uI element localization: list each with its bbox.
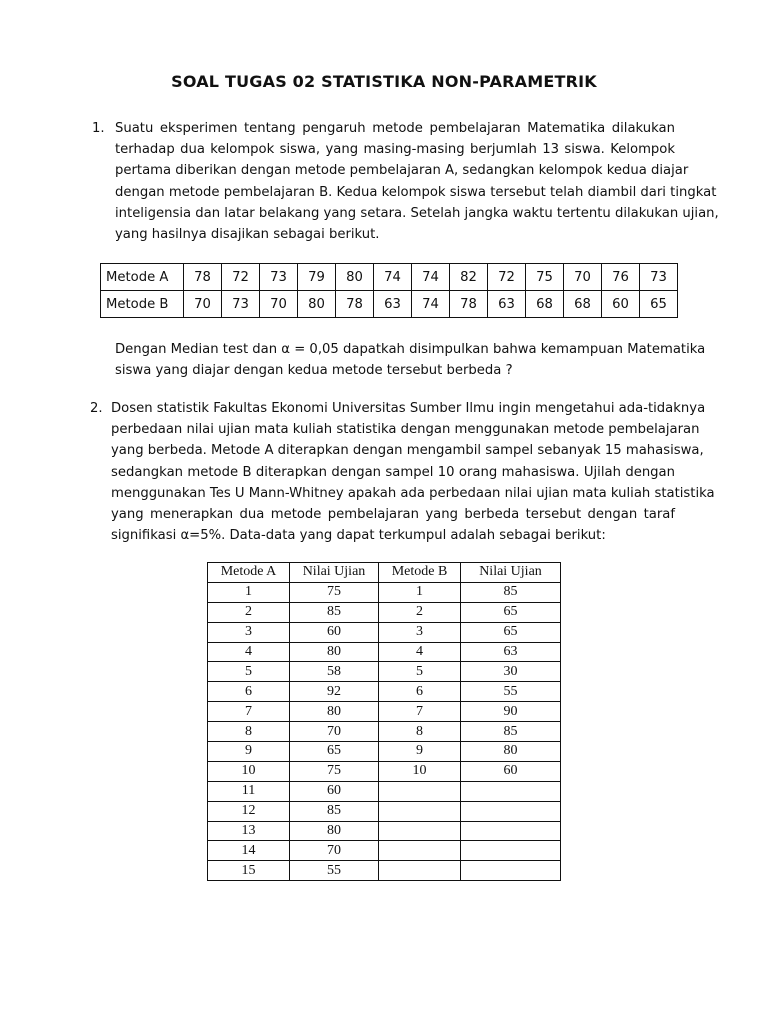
metode-comparison-table — [100, 263, 678, 318]
question-1-line: yang hasilnya disajikan sebagai berikut. — [115, 227, 380, 243]
table-cell: 60 — [461, 761, 561, 781]
table-cell: 78 — [450, 291, 488, 318]
table-cell: 82 — [450, 264, 488, 291]
table-cell: 68 — [526, 291, 564, 318]
table-cell: 4 — [208, 642, 290, 662]
table-cell: 15 — [208, 861, 290, 881]
table-cell: 63 — [488, 291, 526, 318]
table-cell: 80 — [290, 642, 379, 662]
table-row — [208, 742, 561, 762]
table-cell: 85 — [290, 801, 379, 821]
question-2-line: sedangkan metode B diterapkan dengan sampel 10 orang mahasiswa. Ujilah dengan — [111, 464, 675, 480]
table-row — [101, 264, 678, 291]
table-cell: 1 — [379, 582, 461, 602]
table-cell: 13 — [208, 821, 290, 841]
question-2-line: signifikasi α=5%. Data-data yang dapat terkumpul adalah sebagai berikut: — [111, 528, 606, 544]
table-cell: 9 — [208, 742, 290, 762]
table-cell: 2 — [379, 602, 461, 622]
question-1 — [92, 118, 719, 245]
table-cell: 85 — [461, 722, 561, 742]
table-row — [101, 291, 678, 318]
table-cell: 80 — [336, 264, 374, 291]
table-cell: 12 — [208, 801, 290, 821]
question-1-line: inteligensia dan latar belakang yang setara. Setelah jangka waktu tertentu dilakukan ujian, — [115, 205, 719, 221]
table-cell: 68 — [564, 291, 602, 318]
table-cell: 75 — [526, 264, 564, 291]
question-1-line: Suatu eksperimen tentang pengaruh metode pembelajaran Matematika dilakukan — [115, 121, 675, 136]
table-cell — [461, 841, 561, 861]
table-cell: 55 — [290, 861, 379, 881]
question-1-prompt-line: siswa yang diajar dengan kedua metode tersebut berbeda ? — [115, 363, 513, 379]
table-cell — [379, 841, 461, 861]
question-1-prompt-line: Dengan Median test dan α = 0,05 dapatkah disimpulkan bahwa kemampuan Matematika — [115, 342, 706, 357]
table-cell: 14 — [208, 841, 290, 861]
table-header-cell: Metode B — [379, 563, 461, 583]
table-row — [208, 702, 561, 722]
row-label: Metode B — [101, 291, 184, 318]
table-cell: 8 — [208, 722, 290, 742]
table-cell: 90 — [461, 702, 561, 722]
table-cell: 58 — [290, 662, 379, 682]
table-row — [208, 682, 561, 702]
question-1-number: 1. — [92, 121, 105, 136]
row-label: Metode A — [101, 264, 184, 291]
table-row — [208, 722, 561, 742]
table-cell: 80 — [290, 821, 379, 841]
table-cell — [379, 861, 461, 881]
table-cell: 78 — [336, 291, 374, 318]
table-cell: 5 — [208, 662, 290, 682]
table-cell: 85 — [290, 602, 379, 622]
table-cell: 74 — [374, 264, 412, 291]
table-cell: 3 — [379, 622, 461, 642]
table-cell: 7 — [379, 702, 461, 722]
table-cell: 9 — [379, 742, 461, 762]
table-row — [208, 841, 561, 861]
table-cell: 65 — [461, 622, 561, 642]
question-2-line: yang menerapkan dua metode pembelajaran yang berbeda tersebut dengan taraf — [111, 507, 675, 523]
table-cell: 73 — [222, 291, 260, 318]
table-cell: 85 — [461, 582, 561, 602]
table-cell: 65 — [640, 291, 678, 318]
table-row — [208, 861, 561, 881]
question-2-line: yang berbeda. Metode A diterapkan dengan mengambil sampel sebanyak 15 mahasiswa, — [111, 443, 704, 459]
table-cell: 80 — [298, 291, 336, 318]
table-cell: 2 — [208, 602, 290, 622]
table-cell: 65 — [290, 742, 379, 762]
question-1-line: dengan metode pembelajaran B. Kedua kelompok siswa tersebut telah diambil dari tingkat — [115, 184, 717, 200]
table-cell: 63 — [461, 642, 561, 662]
table-cell: 78 — [184, 264, 222, 291]
table-cell: 10 — [379, 761, 461, 781]
table-header-row — [208, 563, 561, 583]
table-cell: 74 — [412, 291, 450, 318]
table-cell: 73 — [640, 264, 678, 291]
table-cell: 74 — [412, 264, 450, 291]
table-cell: 70 — [260, 291, 298, 318]
table-cell: 70 — [564, 264, 602, 291]
table-cell: 30 — [461, 662, 561, 682]
table-row — [208, 582, 561, 602]
table-cell: 1 — [208, 582, 290, 602]
table-cell: 72 — [222, 264, 260, 291]
table-row — [208, 622, 561, 642]
table-cell — [461, 821, 561, 841]
table-cell: 70 — [290, 722, 379, 742]
table-cell: 70 — [184, 291, 222, 318]
table-cell: 72 — [488, 264, 526, 291]
table-row — [208, 801, 561, 821]
table-cell: 75 — [290, 582, 379, 602]
question-2-number: 2. — [90, 401, 103, 416]
table-header-cell: Nilai Ujian — [461, 563, 561, 583]
table-cell: 76 — [602, 264, 640, 291]
question-1-line: terhadap dua kelompok siswa, yang masing-masing berjumlah 13 siswa. Kelompok — [115, 142, 675, 158]
question-1-prompt — [115, 339, 706, 381]
mann-whitney-data-table — [207, 562, 561, 881]
table-cell: 79 — [298, 264, 336, 291]
table-cell — [379, 801, 461, 821]
table-row — [208, 642, 561, 662]
table-cell — [461, 801, 561, 821]
table-cell: 65 — [461, 602, 561, 622]
table-cell: 8 — [379, 722, 461, 742]
table-cell: 60 — [290, 622, 379, 642]
table-cell — [461, 861, 561, 881]
table-cell: 73 — [260, 264, 298, 291]
table-cell: 6 — [379, 682, 461, 702]
table-cell: 80 — [290, 702, 379, 722]
table-cell: 55 — [461, 682, 561, 702]
table-cell: 92 — [290, 682, 379, 702]
table-cell — [379, 821, 461, 841]
table-row — [208, 781, 561, 801]
question-2-line: Dosen statistik Fakultas Ekonomi Universitas Sumber Ilmu ingin mengetahui ada-tidaknya — [111, 401, 706, 416]
table-cell: 80 — [461, 742, 561, 762]
table-row — [208, 662, 561, 682]
table-cell: 60 — [602, 291, 640, 318]
page-title: SOAL TUGAS 02 STATISTIKA NON-PARAMETRIK — [171, 72, 597, 91]
question-2-line: menggunakan Tes U Mann-Whitney apakah ada perbedaan nilai ujian mata kuliah statistika — [111, 485, 715, 501]
table-cell: 7 — [208, 702, 290, 722]
table-cell — [379, 781, 461, 801]
table-cell: 60 — [290, 781, 379, 801]
table-cell: 10 — [208, 761, 290, 781]
table-cell: 3 — [208, 622, 290, 642]
table-cell: 5 — [379, 662, 461, 682]
table-row — [208, 761, 561, 781]
table-cell — [461, 781, 561, 801]
table-cell: 4 — [379, 642, 461, 662]
table-header-cell: Nilai Ujian — [290, 563, 379, 583]
table-cell: 70 — [290, 841, 379, 861]
question-2 — [90, 398, 715, 546]
question-1-line: pertama diberikan dengan metode pembelajaran A, sedangkan kelompok kedua diajar — [115, 163, 689, 179]
table-cell: 75 — [290, 761, 379, 781]
question-2-line: perbedaan nilai ujian mata kuliah statistika dengan menggunakan metode pembelajaran — [111, 422, 700, 438]
table-row — [208, 602, 561, 622]
table-cell: 63 — [374, 291, 412, 318]
table-cell: 6 — [208, 682, 290, 702]
table-header-cell: Metode A — [208, 563, 290, 583]
table-row — [208, 821, 561, 841]
table-cell: 11 — [208, 781, 290, 801]
